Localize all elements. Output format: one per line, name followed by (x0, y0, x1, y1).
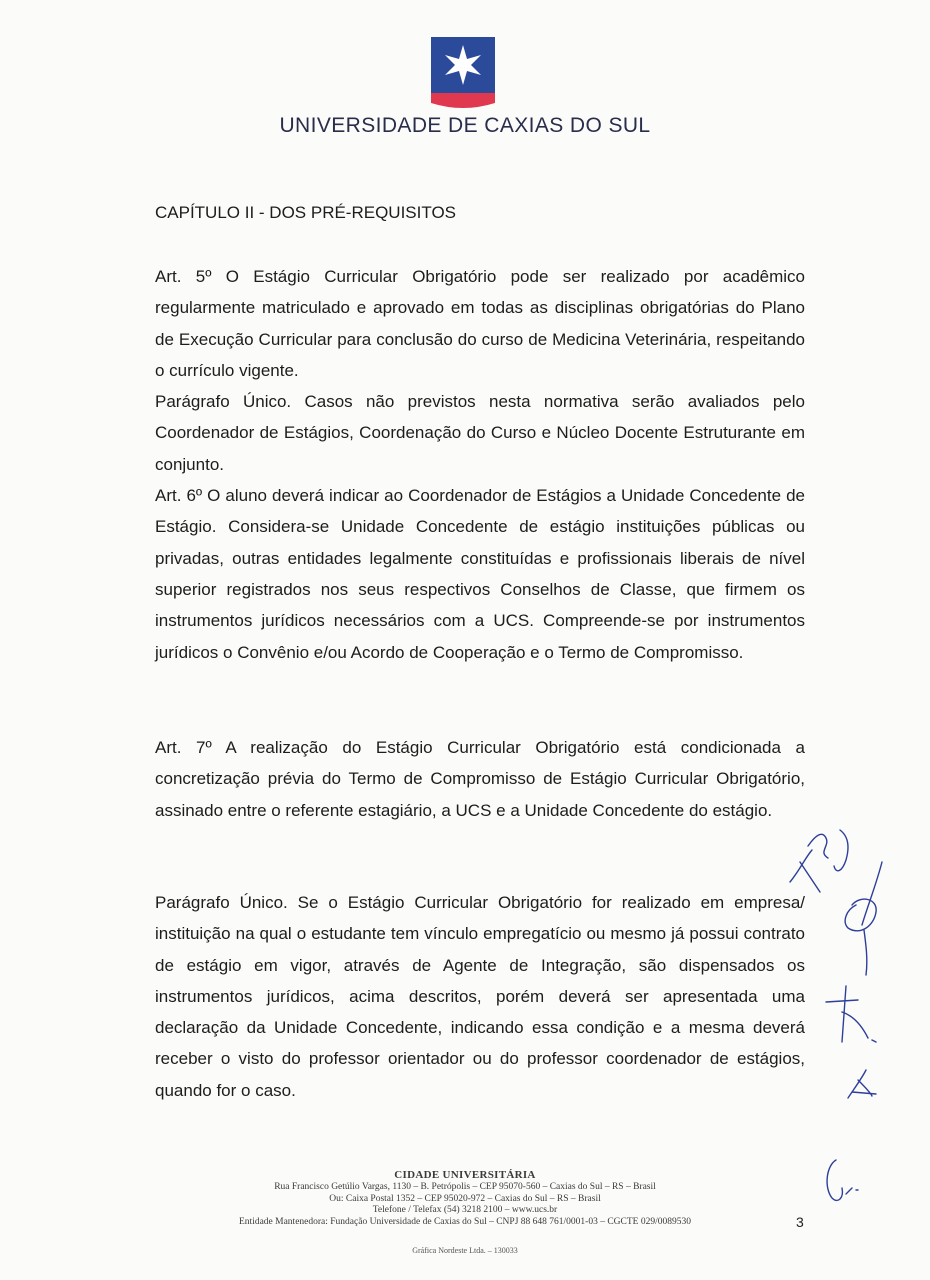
paragraph-unico-1: Parágrafo Único. Casos não previstos nesta normativa serão avaliados pelo Coordenador de Estágios, Coordenação do Curso e Núcleo Docente Estruturante em conjunto. (155, 392, 805, 474)
university-name: UNIVERSIDADE DE CAXIAS DO SUL (279, 114, 651, 137)
initials-signature-1 (790, 830, 848, 892)
paragraph-art-5: Art. 5º O Estágio Curricular Obrigatório pode ser realizado por acadêmico regularmente matriculado e aprovado em todas as disciplinas obrigatórias do Plano de Execução Curricular para conclusão do curso de Medicina Veterinária, respeitando o currículo vigente. (155, 267, 805, 380)
printer-credit: Gráfica Nordeste Ltda. – 130033 (412, 1246, 518, 1255)
chapter-title: CAPÍTULO II - DOS PRÉ-REQUISITOS (155, 203, 457, 222)
footer-maintainer: Entidade Mantenedora: Fundação Universidade de Caxias do Sul – CNPJ 88 648 761/0001-03 – CGCTE 029/0089530 (239, 1216, 691, 1227)
initials-signature-5 (827, 1160, 858, 1200)
footer-postal-box: Ou: Caixa Postal 1352 – CEP 95020-972 – Caxias do Sul – RS – Brasil (329, 1193, 601, 1204)
text-block-articles-5-6 (155, 261, 805, 668)
footer-address: Rua Francisco Getúlio Vargas, 1130 – B. Petrópolis – CEP 95070-560 – Caxias do Sul – RS – Brasil (274, 1182, 656, 1192)
text-block-unico-2 (155, 887, 805, 1106)
ucs-logo (431, 37, 495, 111)
footer (140, 1168, 790, 1228)
page-number: 3 (796, 1214, 804, 1230)
footer-phone: Telefone / Telefax (54) 3218 2100 – www.ucs.br (372, 1205, 558, 1215)
paragraph-art-6: Art. 6º O aluno deverá indicar ao Coordenador de Estágios a Unidade Concedente de Estágio. Considera-se Unidade Concedente de estágio instituições públicas ou privadas, outras entidades legalmente constituídas e profissionais liberais de nível superior registrados nos seus respectivos Conselhos de Classe, que firmem os instrumentos jurídicos necessários com a UCS. Compreende-se por instrumentos jurídicos o Convênio e/ou Acordo de Cooperação e o Termo de Compromisso. (155, 486, 805, 662)
initials-signature-4 (848, 1070, 876, 1098)
initials-signature-2 (845, 862, 882, 975)
paragraph-unico-2: Parágrafo Único. Se o Estágio Curricular Obrigatório for realizado em empresa/ instituição na qual o estudante tem vínculo empregatício ou mesmo já possui contrato de estágio em vigor, através de Agente de Integração, são dispensados os instrumentos jurídicos, acima descritos, porém deverá ser apresentada uma declaração da Unidade Concedente, indicando essa condição e a mesma deverá receber o visto do professor orientador ou do professor coordenador de estágios, quando for o caso. (155, 893, 805, 1100)
initials-signature-3 (826, 986, 876, 1042)
footer-title: CIDADE UNIVERSITÁRIA (394, 1169, 536, 1181)
paragraph-art-7: Art. 7º A realização do Estágio Curricular Obrigatório está condicionada a concretização prévia do Termo de Compromisso de Estágio Curricular Obrigatório, assinado entre o referente estagiário, a UCS e a Unidade Concedente do estágio. (155, 738, 805, 820)
text-block-article-7 (155, 732, 805, 826)
